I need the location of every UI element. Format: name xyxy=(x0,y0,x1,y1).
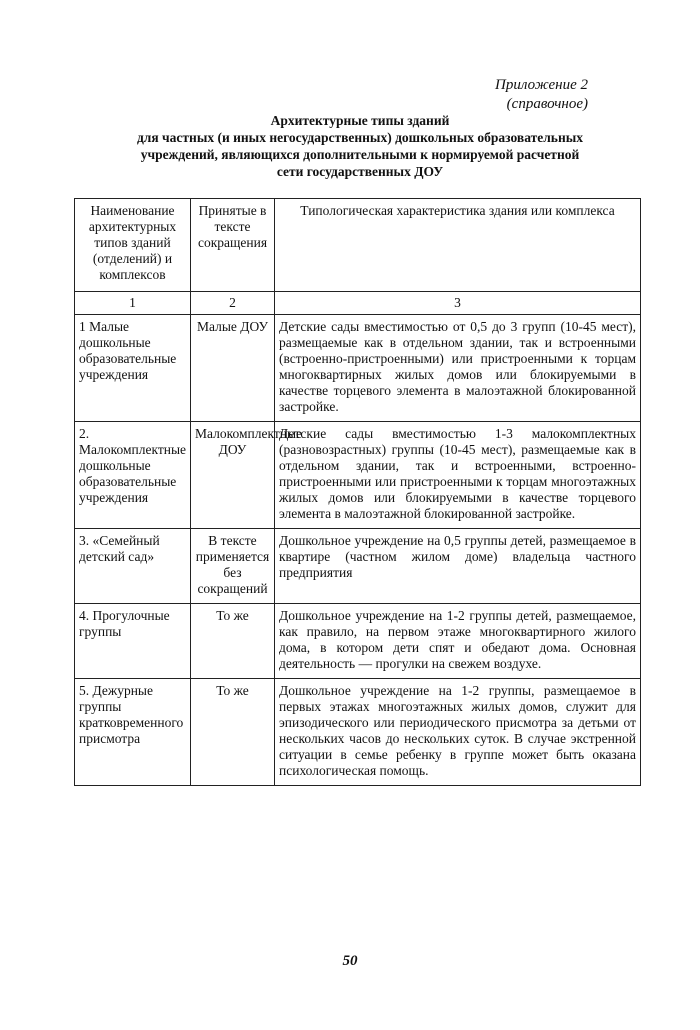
page-number: 50 xyxy=(342,953,358,969)
type-desc: Дошкольное учреждение на 1-2 группы, размещаемое в первых этажах многоэтажных жилых домов, служит для эпизодического или периодического присмотра за детьми от нескольких часов до нескольких суток. В случае экстренной ситуации в семье ребенку в группе может быть оказана психологическая помощь. xyxy=(275,679,641,786)
title-line: для частных (и иных негосударственных) дошкольных образовательных xyxy=(136,130,584,145)
column-number: 2 xyxy=(191,292,275,315)
appendix-number: Приложение 2 xyxy=(495,77,588,93)
type-abbr: В тексте применяется без сокращений xyxy=(191,529,275,604)
column-number: 3 xyxy=(275,292,641,315)
type-abbr: То же xyxy=(191,679,275,786)
column-number-row xyxy=(75,292,641,315)
type-abbr: Малокомплектные ДОУ xyxy=(191,422,275,529)
type-abbr: То же xyxy=(191,604,275,679)
type-desc: Дошкольное учреждение на 0,5 группы детей, размещаемое в квартире (частном жилом доме) владельца частного предприятия xyxy=(275,529,641,604)
type-desc: Дошкольное учреждение на 1-2 группы детей, размещаемое, как правило, на первом этаже многоквартирного жилого дома, в котором дети спят и обедают дома. Основная деятельность — прогулки на свежем воздухе. xyxy=(275,604,641,679)
type-desc: Детские сады вместимостью от 0,5 до 3 групп (10-45 мест), размещаемые как в отдельном здании, так и встроенными (встроенно-пристроенными) или пристроенными к торцам многоквартирных жилых домов или блокируемыми в качестве торцевого элемента в малоэтажной блокированной застройке. xyxy=(275,315,641,422)
table-header-row xyxy=(75,199,641,292)
header-desc: Типологическая характеристика здания или комплекса xyxy=(275,199,641,292)
type-name: 3. «Семейный детский сад» xyxy=(75,529,191,604)
table-row xyxy=(75,604,641,679)
type-abbr: Малые ДОУ xyxy=(191,315,275,422)
building-types-table xyxy=(74,198,641,786)
appendix-label xyxy=(495,76,588,114)
table-row xyxy=(75,679,641,786)
table-row xyxy=(75,529,641,604)
type-name: 1 Малые дошкольные образовательные учреждения xyxy=(75,315,191,422)
type-name: 5. Дежурные группы кратковременного присмотра xyxy=(75,679,191,786)
title-line: учреждений, являющихся дополнительными к нормируемой расчетной xyxy=(140,147,580,162)
title-line: сети государственных ДОУ xyxy=(276,164,444,179)
document-title xyxy=(80,112,640,180)
type-name: 4. Прогулочные группы xyxy=(75,604,191,679)
title-line: Архитектурные типы зданий xyxy=(270,113,450,128)
header-abbr: Принятые в тексте сокращения xyxy=(191,199,275,292)
type-name: 2. Малокомплектные дошкольные образовательные учреждения xyxy=(75,422,191,529)
type-desc: Детские сады вместимостью 1-3 малокомплектных (разновозрастных) группы (10-45 мест), размещаемые как в отдельном здании, так и встроенными, встроенно-пристроенными или пристроенными к торцам многоэтажных жилых домов или блокируемыми в качестве торцевого элемента в малоэтажной блокированной застройке. xyxy=(275,422,641,529)
header-name: Наименование архитектурных типов зданий (отделений) и комплексов xyxy=(75,199,191,292)
table-row xyxy=(75,422,641,529)
appendix-type: (справочное) xyxy=(506,96,588,112)
column-number: 1 xyxy=(75,292,191,315)
table-row xyxy=(75,315,641,422)
